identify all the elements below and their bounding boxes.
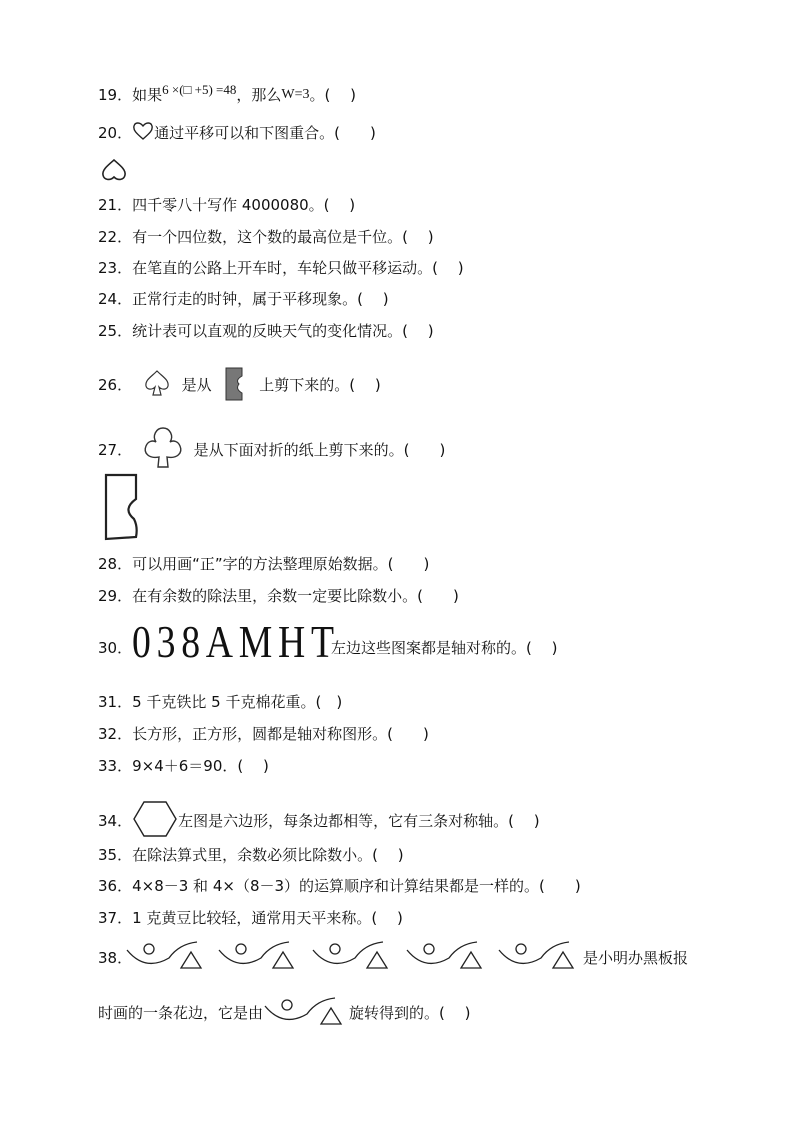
question-24: 24．正常行走的时钟，属于平移现象。( )	[98, 290, 389, 308]
folded-paper-figure	[222, 366, 248, 402]
question-31: 31．5 千克铁比 5 千克棉花重。( )	[98, 693, 343, 711]
lace-border-figure	[125, 938, 581, 974]
question-38: 38．	[98, 949, 133, 967]
equation: 6 ×(□ +5) =48	[162, 82, 237, 97]
lace-unit-icon	[263, 994, 349, 1028]
question-19: 19．如果6 ×(□ +5) =48，那么W=3。( )	[98, 82, 356, 104]
heart-shape-figure	[100, 158, 128, 184]
heart-icon	[132, 121, 154, 141]
question-28: 28．可以用画“正”字的方法整理原始数据。( )	[98, 555, 430, 573]
lace-unit	[219, 942, 293, 968]
question-34: 34． 左图是六边形，每条边都相等，它有三条对称轴。( )	[98, 800, 540, 838]
question-number: 19．	[98, 86, 133, 104]
question-27: 27． 是从下面对折的纸上剪下来的。( )	[98, 425, 445, 469]
lace-unit	[499, 942, 573, 968]
question-38-line-2: 时画的一条花边，它是由 旋转得到的。( )	[98, 994, 471, 1028]
question-29: 29．在有余数的除法里，余数一定要比除数小。( )	[98, 587, 459, 605]
lace-unit	[313, 942, 387, 968]
question-35: 35．在除法算式里，余数必须比除数小。( )	[98, 846, 404, 864]
letters-text: 038AMHT	[132, 616, 340, 667]
question-22: 22．有一个四位数，这个数的最高位是千位。( )	[98, 228, 434, 246]
club-icon	[141, 425, 185, 469]
question-32: 32．长方形，正方形，圆都是轴对称图形。( )	[98, 725, 429, 743]
question-37: 37．1 克黄豆比较轻，通常用天平来称。( )	[98, 909, 403, 927]
hexagon-icon	[132, 800, 178, 838]
question-33: 33．9×4＋6＝90．( )	[98, 757, 269, 775]
question-25: 25．统计表可以直观的反映天气的变化情况。( )	[98, 322, 434, 340]
question-20: 20． 通过平移可以和下图重合。( )	[98, 121, 376, 143]
question-36: 36．4×8－3 和 4×（8－3）的运算顺序和计算结果都是一样的。( )	[98, 877, 581, 895]
question-30: 30．	[98, 639, 133, 657]
question-23: 23．在笔直的公路上开车时，车轮只做平移运动。( )	[98, 259, 464, 277]
lace-unit	[407, 942, 481, 968]
question-21: 21．四千零八十写作 4000080。( )	[98, 196, 356, 214]
question-26: 26． 是从 上剪下来的。( )	[98, 366, 381, 402]
spade-icon	[141, 368, 173, 398]
lace-unit	[127, 942, 201, 968]
equation-2: W=3	[281, 87, 310, 102]
folded-paper-outline-figure	[102, 471, 144, 543]
